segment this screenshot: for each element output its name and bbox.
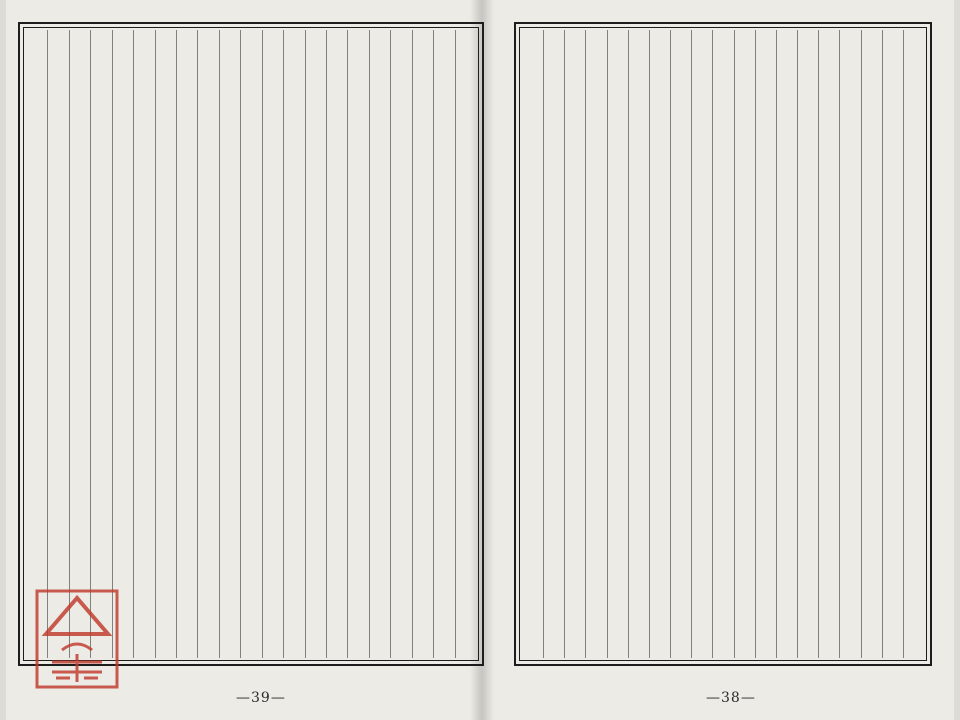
column-rule [628,30,629,658]
seal-stamp-icon [34,588,120,690]
column-rule [47,30,48,658]
left-page-text-block [26,30,476,658]
column-rule [219,30,220,658]
column-rule [861,30,862,658]
column-rule [133,30,134,658]
column-rule [839,30,840,658]
column-rule [326,30,327,658]
page-number-left: —39— [236,690,286,706]
column-rule [797,30,798,658]
column-rule [283,30,284,658]
column-rule [390,30,391,658]
column-rule [882,30,883,658]
column-rule [818,30,819,658]
right-page-text-block [522,30,924,658]
column-rule [69,30,70,658]
column-rule [197,30,198,658]
column-rule [903,30,904,658]
column-rule [543,30,544,658]
column-rule [412,30,413,658]
column-rule [712,30,713,658]
column-rule [112,30,113,658]
column-rule [347,30,348,658]
column-rule [734,30,735,658]
column-rule [691,30,692,658]
column-rule [649,30,650,658]
column-rule [305,30,306,658]
column-rule [585,30,586,658]
column-rule [240,30,241,658]
column-rule [607,30,608,658]
column-rule [755,30,756,658]
column-rule [564,30,565,658]
page-number-right: —38— [706,690,756,706]
column-rule [455,30,456,658]
column-rule [176,30,177,658]
column-rule [433,30,434,658]
column-rule [155,30,156,658]
column-rule [262,30,263,658]
column-rule [369,30,370,658]
column-rule [776,30,777,658]
column-rule [90,30,91,658]
column-rule [670,30,671,658]
